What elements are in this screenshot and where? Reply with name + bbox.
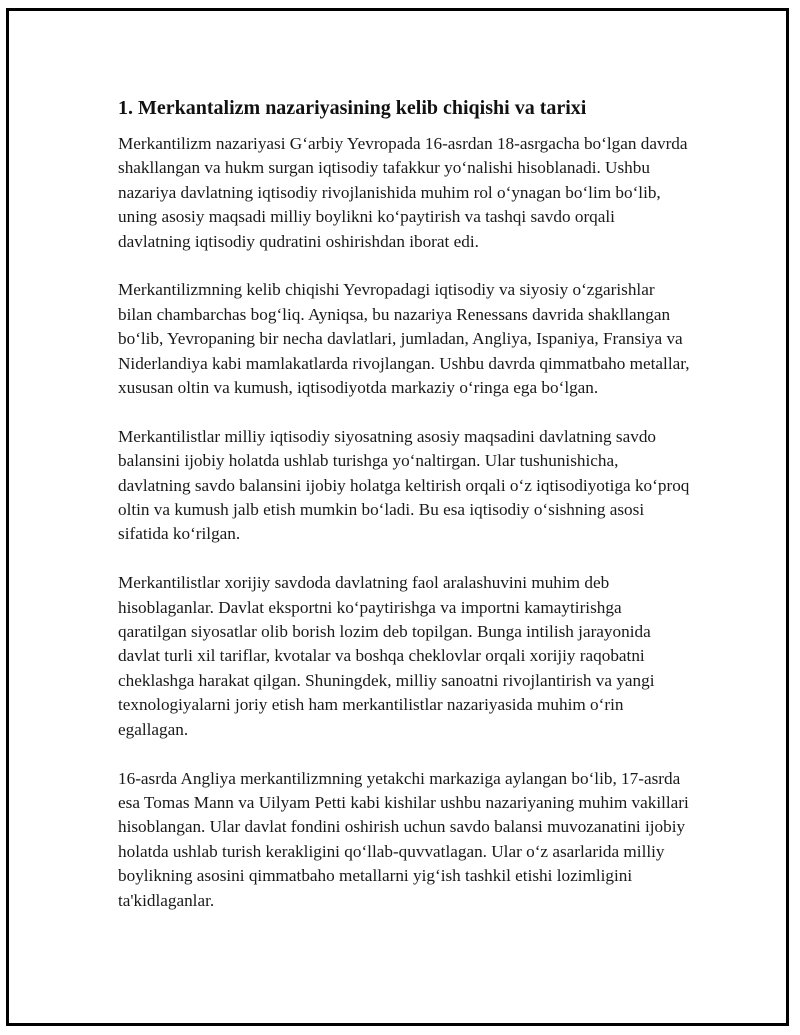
paragraph-4: Merkantilistlar xorijiy savdoda davlatning faol aralashuvini muhim deb hisoblaganlar. Davlat eksportni ko‘paytirishga va importni kamaytirishga qaratilgan siyosatlar olib borish lozim deb topilgan. Bunga intilish jarayonida davlat turli xil tariflar, kvotalar va boshqa cheklovlar orqali xorijiy raqobatni cheklashga harakat qilgan. Shuningdek, milliy sanoatni rivojlantirish va yangi texnologiyalarni joriy etish ham merkantilistlar nazariyasida muhim o‘rin egallagan. <box>118 573 655 739</box>
document-body <box>118 96 690 937</box>
paragraph-3: Merkantilistlar milliy iqtisodiy siyosatning asosiy maqsadini davlatning savdo balansini ijobiy holatda ushlab turishga yo‘naltirgan. Ular tushunishicha, davlatning savdo balansini ijobiy holatga keltirish orqali o‘z iqtisodiyotiga ko‘proq oltin va kumush jalb etish mumkin bo‘ladi. Bu esa iqtisodiy o‘sishning asosi sifatida ko‘rilgan. <box>118 426 690 544</box>
paragraph-1: Merkantilizm nazariyasi G‘arbiy Yevropada 16-asrdan 18-asrgacha bo‘lgan davrda shakllangan va hukm surgan iqtisodiy tafakkur yo‘nalishi hisoblanadi. Ushbu nazariya davlatning iqtisodiy rivojlanishida muhim rol o‘ynagan bo‘lim bo‘lib, uning asosiy maqsadi milliy boylikni ko‘paytirish va tashqi savdo orqali davlatning iqtisodiy qudratini oshirishdan iborat edi. <box>118 134 688 251</box>
paragraph-5: 16-asrda Angliya merkantilizmning yetakchi markaziga aylangan bo‘lib, 17-asrda esa Tomas Mann va Uilyam Petti kabi kishilar ushbu nazariyaning muhim vakillari hisoblangan. Ular davlat fondini oshirish uchun savdo balansi muvozanatini ijobiy holatda ushlab turish kerakligini qo‘llab-quvvatlagan. Ular o‘z asarlarida milliy boylikning asosini qimmatbaho metallarni yig‘ish tashkil etishi lozimligini ta'kidlaganlar. <box>118 768 689 910</box>
paragraph-2: Merkantilizmning kelib chiqishi Yevropadagi iqtisodiy va siyosiy o‘zgarishlar bilan chambarchas bog‘liq. Ayniqsa, bu nazariya Renessans davrida shakllangan bo‘lib, Yevropaning bir necha davlatlari, jumladan, Angliya, Ispaniya, Fransiya va Niderlandiya kabi mamlakatlarda rivojlangan. Ushbu davrda qimmatbaho metallar, xususan oltin va kumush, iqtisodiyotda markaziy o‘ringa ega bo‘lgan. <box>118 280 690 398</box>
section-title: 1. Merkantalizm nazariyasining kelib chiqishi va tarixi <box>118 97 587 119</box>
